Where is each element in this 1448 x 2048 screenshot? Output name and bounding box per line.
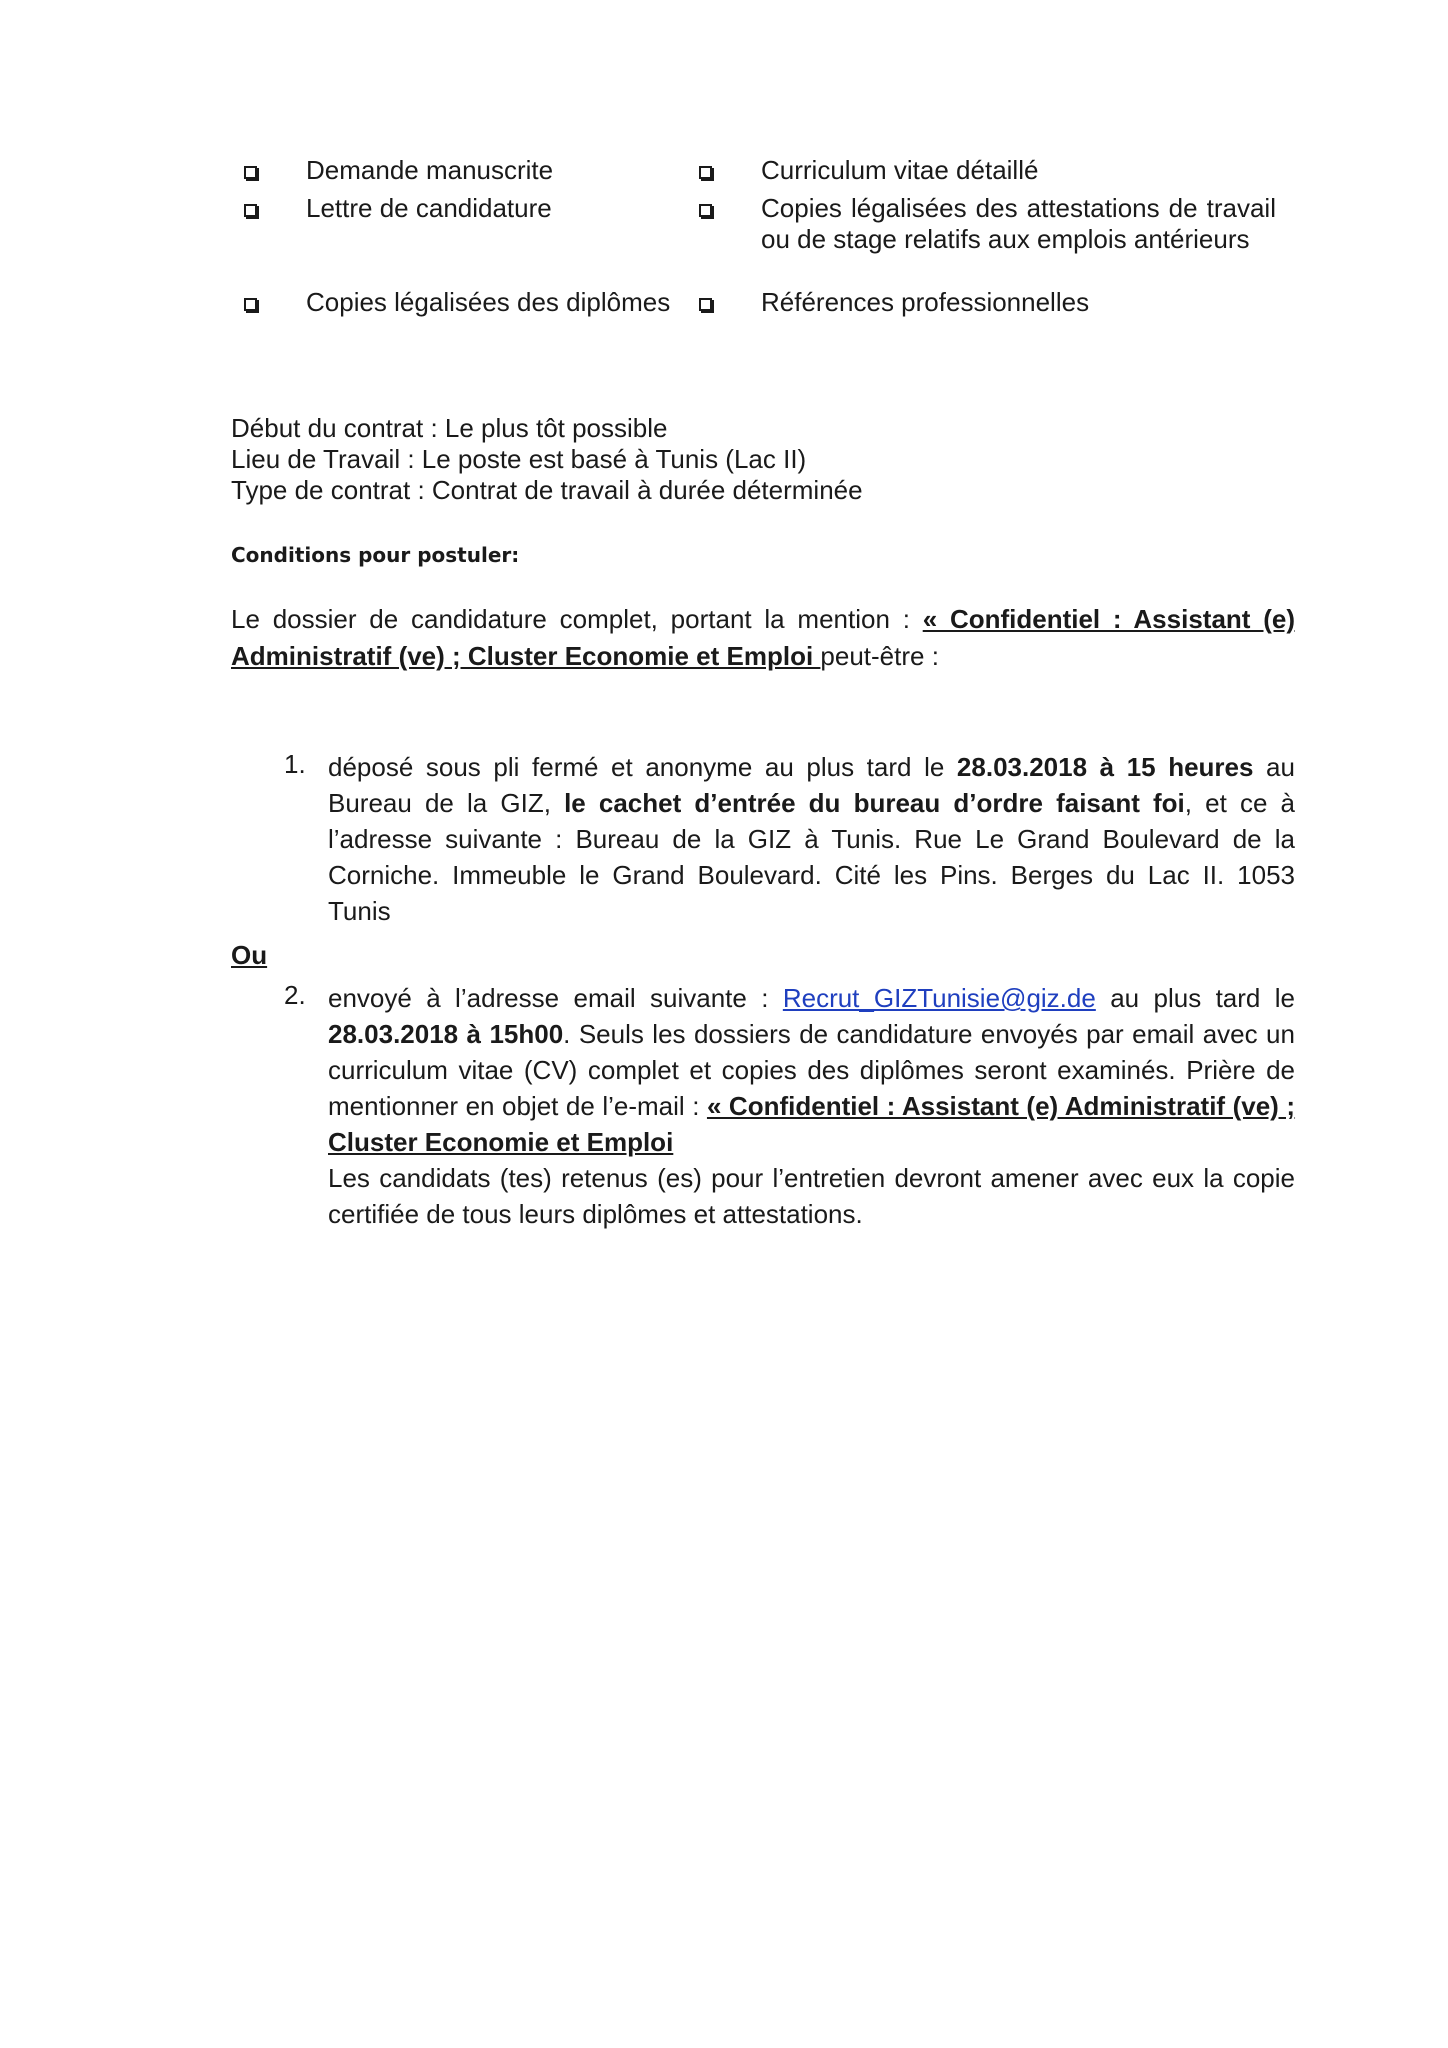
intro-text: Le dossier de candidature complet, portant la mention : <box>231 604 923 634</box>
contract-type: Type de contrat : Contrat de travail à durée déterminée <box>231 475 863 505</box>
item-text: au plus tard le <box>1095 983 1295 1013</box>
contract-location: Lieu de Travail : Le poste est basé à Tunis (Lac II) <box>231 444 807 474</box>
checklist-item: Curriculum vitae détaillé <box>761 155 1039 185</box>
checklist-row <box>236 193 1276 287</box>
email-subject-text: « Confidentiel : Assistant (e) Administratif (ve) ; Cluster Economie et Emploi <box>328 1091 1296 1157</box>
checkbox-bullet-icon <box>691 193 761 287</box>
checkbox-bullet-icon <box>691 287 761 347</box>
address-text: , et ce à l’adresse suivante : Bureau de la GIZ à Tunis. Rue Le Grand Boulevard de la Corniche. Immeuble le Grand Boulevard. Cité les Pins. Berges du Lac II. 1053 Tunis <box>328 788 1295 926</box>
intro-tail: peut-être : <box>820 641 939 671</box>
contract-info <box>231 413 1291 506</box>
list-item-deposit <box>328 749 1295 929</box>
list-number: 1. <box>284 749 306 779</box>
contract-start: Début du contrat : Le plus tôt possible <box>231 413 668 443</box>
checklist-item: Demande manuscrite <box>306 155 554 185</box>
item-text: envoyé à l’adresse email suivante : <box>328 983 783 1013</box>
or-separator: Ou <box>231 940 268 970</box>
item-text: déposé sous pli fermé et anonyme au plus tard le <box>328 752 957 782</box>
list-item-email <box>328 980 1295 1232</box>
item-text: au Bureau de la GIZ, <box>328 752 1295 818</box>
stamp-text: le cachet d’entrée du bureau d’ordre faisant foi <box>564 788 1185 818</box>
list-number: 2. <box>284 980 306 1010</box>
email-link[interactable]: Recrut_GIZTunisie@giz.de <box>782 983 1096 1013</box>
item-text: . Seuls les dossiers de candidature envoyés par email avec un curriculum vitae (CV) complet et copies des diplômes seront examinés. Prière de mentionner en objet de l’e-mail : <box>328 1019 1295 1121</box>
checkbox-bullet-icon <box>236 155 306 193</box>
deadline-text: 28.03.2018 à 15 heures <box>956 752 1254 782</box>
application-intro <box>231 601 1295 675</box>
checklist-row <box>236 287 1276 347</box>
deadline-text: 28.03.2018 à 15h00 <box>328 1019 564 1049</box>
checkbox-bullet-icon <box>236 193 306 287</box>
intro-mention: « Confidentiel : Assistant (e) Administratif (ve) ; Cluster Economie et Emploi <box>231 604 1295 671</box>
checklist-item: Lettre de candidature <box>306 193 552 223</box>
checkbox-bullet-icon <box>236 287 306 347</box>
conditions-heading: Conditions pour postuler: <box>231 543 520 567</box>
interview-note: Les candidats (tes) retenus (es) pour l’entretien devront amener avec eux la copie certifiée de tous leurs diplômes et attestations. <box>328 1163 1295 1229</box>
checklist-item: Copies légalisées des diplômes <box>306 287 671 317</box>
checklist-row <box>236 155 1276 193</box>
required-documents-checklist <box>236 155 1276 347</box>
checkbox-bullet-icon <box>691 155 761 193</box>
checklist-item: Copies légalisées des attestations de travail ou de stage relatifs aux emplois antérieurs <box>761 193 1276 254</box>
checklist-item: Références professionnelles <box>761 287 1090 317</box>
